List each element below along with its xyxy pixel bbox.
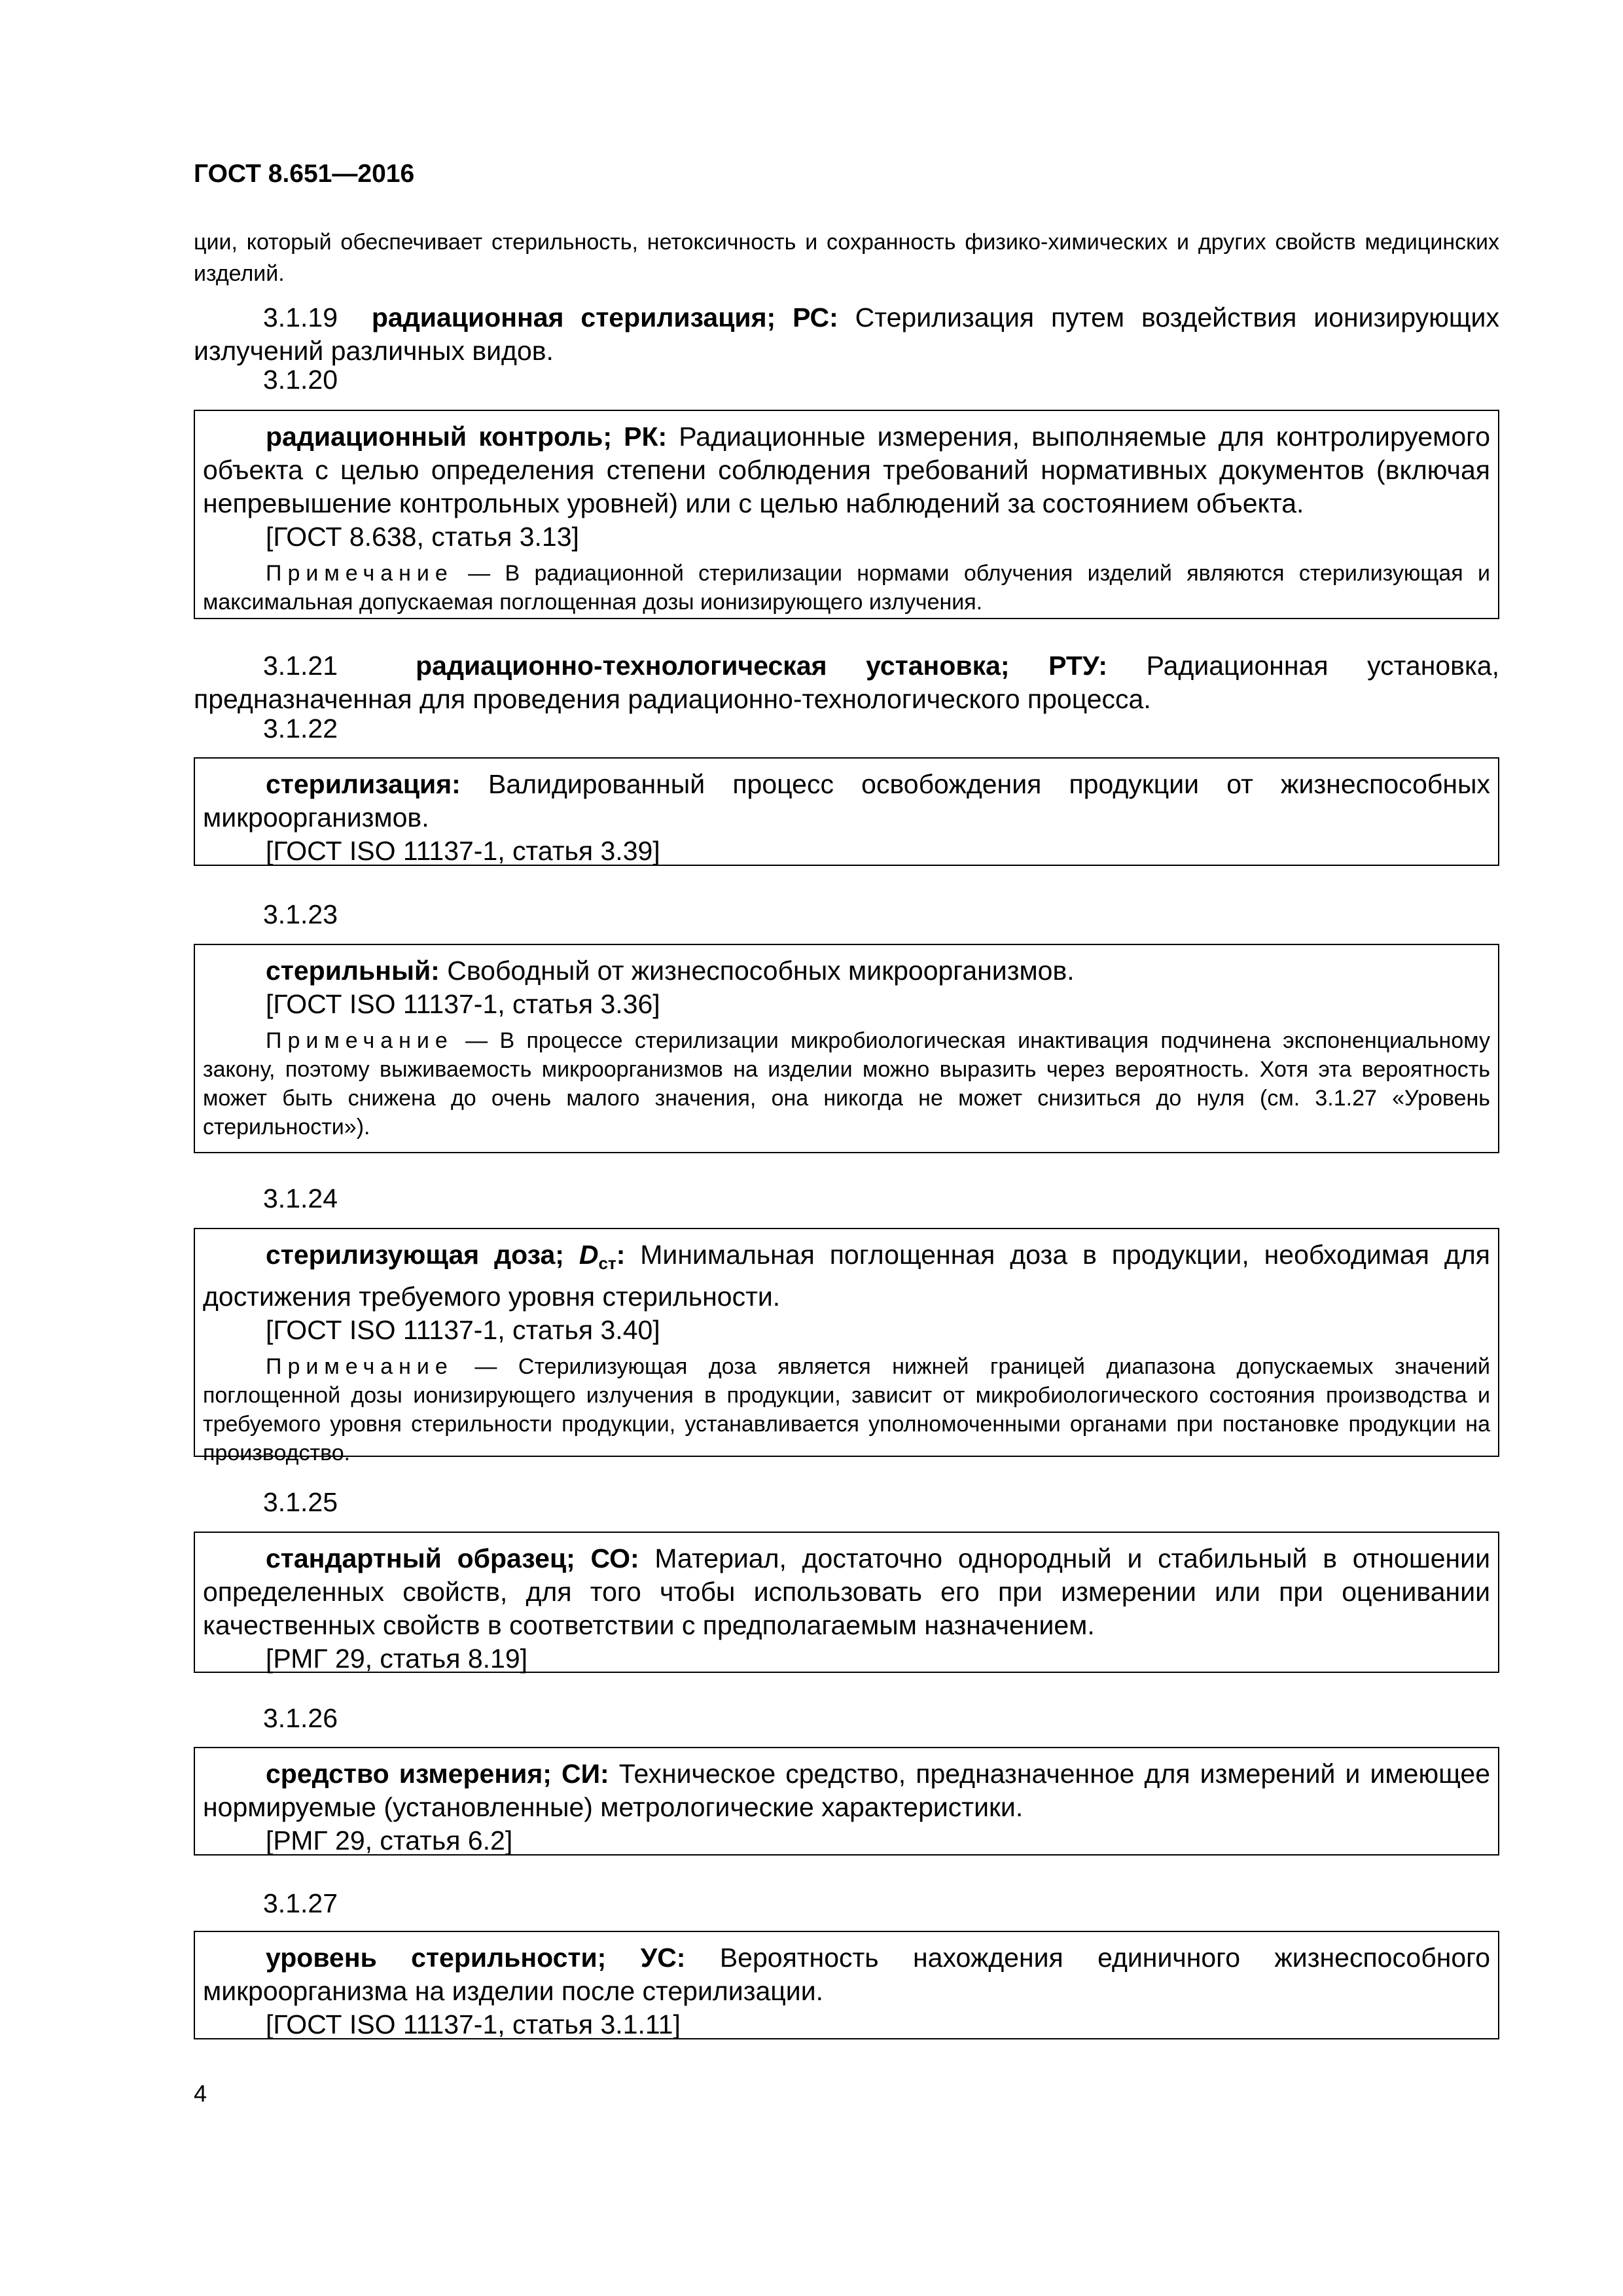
term-symbol-subscript: ст bbox=[598, 1253, 616, 1273]
term-name: радиационный контроль; РК: bbox=[266, 422, 668, 452]
term-number: 3.1.19 bbox=[263, 302, 338, 332]
term-source: [ГОСТ ISO 11137-1, статья 3.36] bbox=[266, 989, 660, 1019]
term-definition-block bbox=[203, 420, 1490, 520]
note-label: Примечание bbox=[266, 1354, 454, 1379]
term-definition: Материал, достаточно однородный и стабильный в отношении определенных свойств, для того чтобы использовать его при измерении или при оценивании качественных свойств в соответствии с предполагаемым назначением. bbox=[203, 1543, 1490, 1640]
term-source: [ГОСТ ISO 11137-1, статья 3.1.11] bbox=[266, 2009, 681, 2039]
term-definition-block bbox=[203, 1238, 1490, 1314]
term-definition: Техническое средство, предназначенное для измерений и имеющее нормируемые (установленные) метрологические характеристики. bbox=[203, 1759, 1490, 1822]
term-colon: : bbox=[616, 1240, 626, 1270]
page-number: 4 bbox=[194, 2080, 207, 2107]
term-source: [РМГ 29, статья 6.2] bbox=[266, 1825, 513, 1856]
term-name: радиационно-технологическая установка; РТУ: bbox=[416, 651, 1108, 681]
term-source: [РМГ 29, статья 8.19] bbox=[266, 1643, 528, 1674]
term-source: [ГОСТ ISO 11137-1, статья 3.40] bbox=[266, 1315, 660, 1345]
term-symbol: D bbox=[579, 1240, 599, 1270]
term-note bbox=[203, 559, 1490, 617]
term-box-3-1-23 bbox=[194, 944, 1499, 1153]
term-definition: Радиационная установка, предназначенная для проведения радиационно-технологического процесса. bbox=[194, 651, 1499, 714]
term-entry-3-1-19 bbox=[194, 301, 1499, 368]
term-number-3-1-22: 3.1.22 bbox=[263, 713, 338, 744]
term-number-3-1-27: 3.1.27 bbox=[263, 1888, 338, 1918]
note-text: — В процессе стерилизации микробиологическая инактивация подчинена экспоненциальному закону, поэтому выживаемость микроорганизмов на изделии можно выразить через вероятность. Хотя эта вероятность может быть снижена до очень малого значения, она никогда не может снизиться до нуля (см. 3.1.27 «Уровень стерильности»). bbox=[203, 1028, 1490, 1139]
term-number-3-1-24: 3.1.24 bbox=[263, 1183, 338, 1213]
term-name: стерильный: bbox=[266, 956, 440, 986]
term-box-3-1-24 bbox=[194, 1228, 1499, 1465]
term-name: стандартный образец; СО: bbox=[266, 1543, 639, 1573]
term-definition: Радиационные измерения, выполняемые для контролируемого объекта с целью определения степени соблюдения требований нормативных документов (включая непревышение контрольных уровней) или с целью наблюдений за состоянием объекта. bbox=[203, 422, 1490, 518]
term-box-3-1-25 bbox=[194, 1532, 1499, 1673]
term-definition: Стерилизация путем воздействия ионизирующих излучений различных видов. bbox=[194, 302, 1499, 366]
term-name: стерилизующая доза; bbox=[266, 1240, 564, 1270]
term-note bbox=[203, 1352, 1490, 1467]
term-number-3-1-23: 3.1.23 bbox=[263, 899, 338, 929]
term-number-3-1-26: 3.1.26 bbox=[263, 1703, 338, 1733]
term-definition-block bbox=[203, 1757, 1490, 1824]
term-definition-block bbox=[203, 1941, 1490, 2008]
term-source: [ГОСТ ISO 11137-1, статья 3.39] bbox=[266, 836, 660, 866]
term-number: 3.1.21 bbox=[263, 651, 338, 681]
term-definition: Минимальная поглощенная доза в продукции, необходимая для достижения требуемого уровня стерильности. bbox=[203, 1240, 1490, 1312]
term-definition-block bbox=[203, 768, 1490, 834]
term-box-3-1-27 bbox=[194, 1931, 1499, 2039]
term-note bbox=[203, 1026, 1490, 1141]
term-definition: Валидированный процесс освобождения продукции от жизнеспособных микроорганизмов. bbox=[203, 769, 1490, 833]
term-name: уровень стерильности; УС: bbox=[266, 1943, 686, 1973]
term-definition-block bbox=[203, 1542, 1490, 1642]
term-name: средство измерения; СИ: bbox=[266, 1759, 609, 1789]
document-header: ГОСТ 8.651—2016 bbox=[194, 160, 415, 188]
term-definition: Свободный от жизнеспособных микроорганизмов. bbox=[439, 956, 1075, 986]
note-text: — Стерилизующая доза является нижней границей диапазона допускаемых значений поглощенной дозы ионизирующего излучения в продукции, зависит от микробиологического состояния производства и требуемого уровня стерильности продукции, устанавливается уполномоченными органами при постановке продукции на производство. bbox=[203, 1354, 1490, 1465]
continuation-text: ции, который обеспечивает стерильность, нетоксичность и сохранность физико-химических и других свойств медицинских изделий. bbox=[194, 230, 1499, 286]
term-box-3-1-26 bbox=[194, 1747, 1499, 1856]
term-entry-3-1-21 bbox=[194, 649, 1499, 716]
term-definition: Вероятность нахождения единичного жизнеспособного микроорганизма на изделии после стерилизации. bbox=[203, 1943, 1490, 2006]
note-label: Примечание bbox=[266, 1028, 454, 1053]
note-label: Примечание bbox=[266, 561, 454, 586]
term-definition-block bbox=[203, 954, 1490, 988]
term-name: радиационная стерилизация; РС: bbox=[371, 302, 838, 332]
term-number-3-1-25: 3.1.25 bbox=[263, 1487, 338, 1517]
term-number-3-1-20: 3.1.20 bbox=[263, 365, 338, 395]
term-source: [ГОСТ 8.638, статья 3.13] bbox=[266, 522, 579, 552]
note-text: — В радиационной стерилизации нормами облучения изделий являются стерилизующая и максимальная допускаемая поглощенная дозы ионизирующего излучения. bbox=[203, 561, 1490, 615]
term-name: стерилизация: bbox=[266, 769, 461, 799]
term-box-3-1-22 bbox=[194, 757, 1499, 866]
term-box-3-1-20 bbox=[194, 410, 1499, 619]
